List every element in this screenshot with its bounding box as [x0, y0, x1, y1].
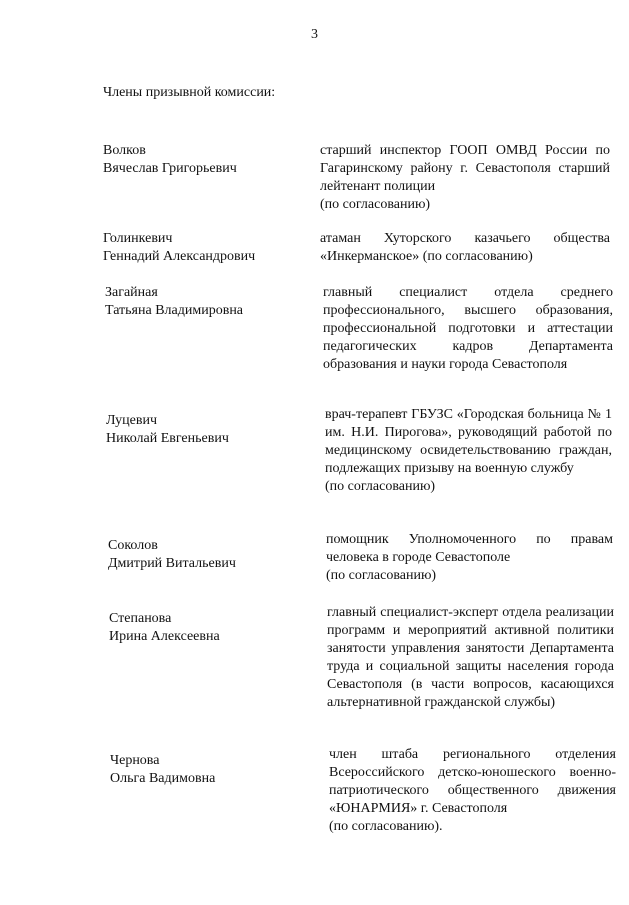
member-position [320, 230, 610, 266]
member-surname: Чернова [110, 753, 160, 768]
member-name [103, 230, 313, 266]
member-surname: Степанова [109, 611, 172, 626]
position-text: главный специалист отдела среднего профессионального, высшего образования, профессиональной подготовки и аттестации педагогических кадров Департамента образования и науки города Севастополя [323, 285, 613, 372]
member-surname: Волков [103, 143, 146, 158]
member-given-names: Дмитрий Витальевич [108, 556, 236, 571]
member-position [326, 531, 613, 585]
member-position [320, 142, 610, 214]
approval-note: (по согласованию) [320, 197, 431, 212]
member-given-names: Ольга Вадимовна [110, 771, 216, 786]
member-surname: Загайная [105, 285, 158, 300]
member-given-names: Николай Евгеньевич [106, 431, 229, 446]
member-surname: Луцевич [106, 413, 157, 428]
member-given-names: Ирина Алексеевна [109, 629, 220, 644]
member-position [323, 284, 613, 374]
page-number: 3 [311, 27, 318, 42]
approval-note: (по согласованию) [326, 568, 437, 583]
position-text: старший инспектор ГООП ОМВД России по Гагаринскому району г. Севастополя старший лейтенант полиции [320, 143, 610, 194]
approval-note: (по согласованию) [325, 479, 436, 494]
member-given-names: Вячеслав Григорьевич [103, 161, 237, 176]
member-name [105, 284, 315, 320]
member-name [103, 142, 313, 178]
position-text: врач-терапевт ГБУЗС «Городская больница № 1 им. Н.И. Пирогова», руководящий работой по медицинскому освидетельствованию граждан, подлежащих призыву на военную службу [325, 407, 612, 476]
member-surname: Голинкевич [103, 231, 173, 246]
position-text: главный специалист-эксперт отдела реализации программ и мероприятий активной политики занятости управления занятости Департамента труда и социальной защиты населения города Севастополя (в части вопросов, касающихся альтернативной гражданской службы) [327, 605, 614, 710]
member-surname: Соколов [108, 538, 158, 553]
member-name [109, 610, 319, 646]
position-text: атаман Хуторского казачьего общества «Инкерманское» (по согласованию) [320, 231, 610, 264]
member-given-names: Татьяна Владимировна [105, 303, 244, 318]
member-name [106, 412, 316, 448]
position-text: помощник Уполномоченного по правам человека в городе Севастополе [326, 532, 613, 565]
member-name [108, 537, 318, 573]
member-given-names: Геннадий Александрович [103, 249, 256, 264]
member-position [325, 406, 612, 496]
position-text: член штаба регионального отделения Всероссийского детско-юношеского военно-патриотического общественного движения «ЮНАРМИЯ» г. Севастополя [329, 747, 616, 816]
member-position [327, 604, 614, 712]
member-name [110, 752, 320, 788]
section-heading: Члены призывной комиссии: [103, 85, 276, 100]
approval-note: (по согласованию). [329, 819, 443, 834]
member-position [329, 746, 616, 836]
